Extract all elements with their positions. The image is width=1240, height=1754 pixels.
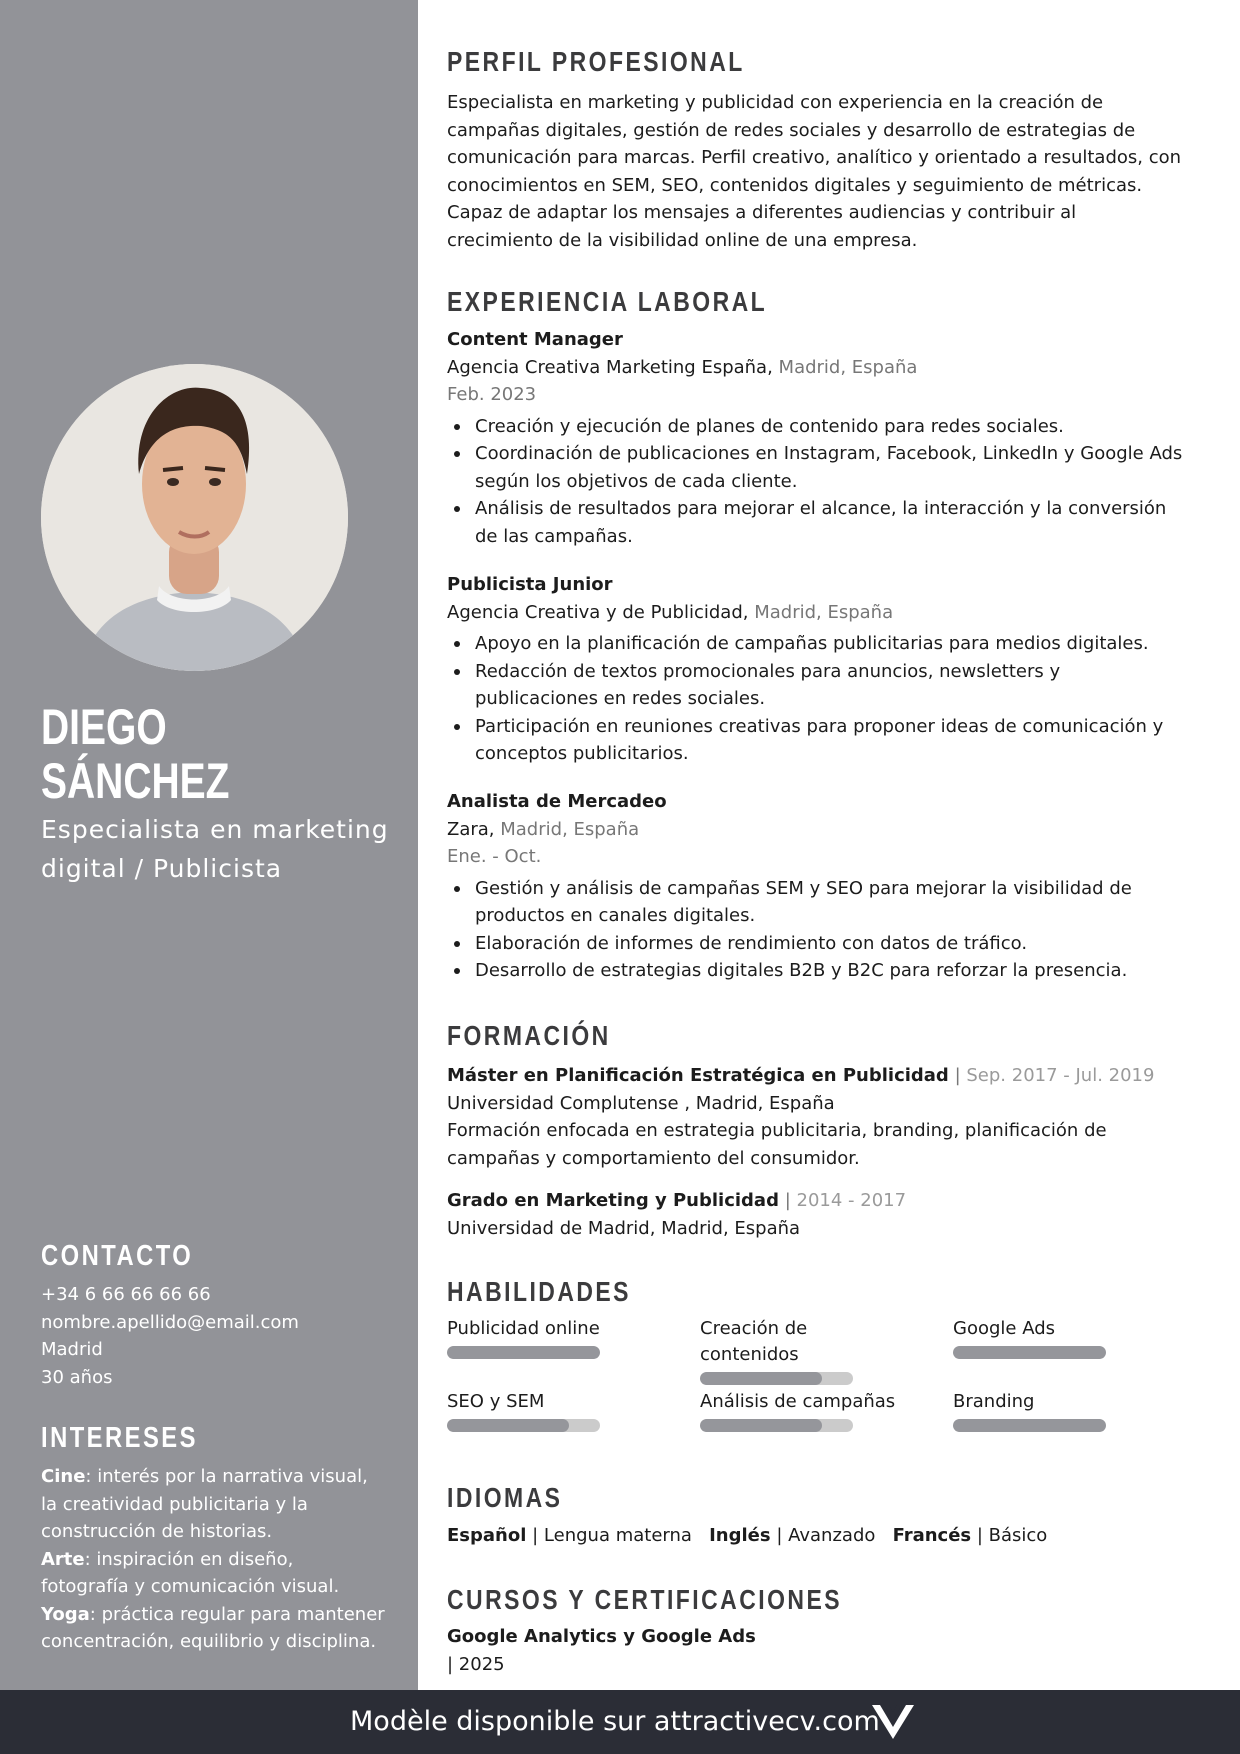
education-heading: FORMACIÓN <box>447 1020 611 1051</box>
candidate-name <box>41 700 322 808</box>
course-name: Google Analytics y Google Ads <box>447 1626 756 1647</box>
job-entry <box>447 326 1187 550</box>
course-year: | 2025 <box>447 1653 505 1675</box>
interest-item <box>41 1601 386 1656</box>
skill-label: Branding <box>953 1391 1035 1412</box>
v-logo-icon <box>870 1702 916 1746</box>
skill-bar-fill <box>953 1419 1106 1432</box>
skill-item <box>953 1389 1153 1432</box>
job-company: Agencia Creativa Marketing España, <box>447 356 773 378</box>
job-bullet: Elaboración de informes de rendimiento con datos de tráfico. <box>447 930 1187 958</box>
job-location: Madrid, España <box>754 601 894 623</box>
job-title: Content Manager <box>447 329 623 350</box>
job-bullet: Desarrollo de estrategias digitales B2B y B2C para reforzar la presencia. <box>447 957 1187 985</box>
skill-item <box>447 1389 647 1432</box>
skill-item <box>700 1316 900 1385</box>
languages-heading: IDIOMAS <box>447 1482 563 1513</box>
profile-photo <box>41 364 348 671</box>
skill-bar-fill <box>700 1372 822 1385</box>
contact-city: Madrid <box>41 1339 103 1360</box>
job-bullet: Creación y ejecución de planes de contenido para redes sociales. <box>447 413 1187 441</box>
skills-heading: HABILIDADES <box>447 1276 631 1307</box>
profile-text: Especialista en marketing y publicidad con experiencia en la creación de campañas digitales, gestión de redes sociales y desarrollo de estrategias de comunicación para marcas. Perfil creativo, analítico y orientado a resultados, con conocimientos en SEM, SEO, contenidos digitales y seguimiento de métricas. Capaz de adaptar los mensajes a diferentes audiencias y contribuir al crecimiento de la visibilidad online de una empresa. <box>447 92 1182 251</box>
job-bullet: Análisis de resultados para mejorar el alcance, la interacción y la conversión de las campañas. <box>447 495 1187 550</box>
skill-label: SEO y SEM <box>447 1391 545 1412</box>
footer-text[interactable]: Modèle disponible sur attractivecv.com <box>350 1706 880 1737</box>
skill-bar <box>953 1419 1106 1432</box>
skill-bar <box>953 1346 1106 1359</box>
skill-bar <box>700 1372 853 1385</box>
language-name: Español <box>447 1525 527 1546</box>
job-company: Agencia Creativa y de Publicidad, <box>447 601 749 623</box>
skill-bar-fill <box>953 1346 1106 1359</box>
job-company: Zara, <box>447 818 495 840</box>
education-entry: Grado en Marketing y Publicidad | 2014 - 2017 Universidad de Madrid, Madrid, España <box>447 1187 1187 1242</box>
contact-age: 30 años <box>41 1366 113 1388</box>
first-name: DIEGO <box>41 699 167 755</box>
skill-bar-fill <box>447 1419 569 1432</box>
sidebar <box>0 0 418 1690</box>
job-title: Publicista Junior <box>447 574 613 595</box>
education-school: Universidad Complutense , Madrid, España <box>447 1092 835 1114</box>
interest-item <box>41 1463 386 1546</box>
skill-label: Google Ads <box>953 1318 1055 1339</box>
job-bullets <box>447 630 1187 768</box>
course-entry <box>447 1623 1187 1678</box>
job-bullet: Redacción de textos promocionales para anuncios, newsletters y publicaciones en redes sociales. <box>447 658 1187 713</box>
job-bullets <box>447 875 1187 985</box>
language-level: Avanzado <box>788 1525 876 1546</box>
skill-bar-fill <box>447 1346 600 1359</box>
language-name: Francés <box>892 1525 972 1546</box>
skill-bar <box>447 1419 600 1432</box>
job-location: Madrid, España <box>778 356 918 378</box>
interest-name: Yoga <box>41 1603 90 1625</box>
contact-heading: CONTACTO <box>41 1240 194 1272</box>
skill-item <box>953 1316 1153 1359</box>
education-dates: 2014 - 2017 <box>796 1190 907 1211</box>
job-bullet: Apoyo en la planificación de campañas publicitarias para medios digitales. <box>447 630 1187 658</box>
job-date: Feb. 2023 <box>447 384 537 405</box>
skill-label: Publicidad online <box>447 1318 600 1339</box>
education-description: Formación enfocada en estrategia publicitaria, branding, planificación de campañas y comportamiento del consumidor. <box>447 1120 1107 1169</box>
job-bullets <box>447 413 1187 551</box>
job-date: Ene. - Oct. <box>447 846 542 867</box>
education-entry: Máster en Planificación Estratégica en Publicidad | Sep. 2017 - Jul. 2019 Universidad Complutense , Madrid, España Formación enfocada en estrategia publicitaria, branding, planificación de campañas y comportamiento del consumidor. <box>447 1062 1187 1172</box>
education-degree: Grado en Marketing y Publicidad <box>447 1190 779 1211</box>
languages-list: Español | Lengua materna Inglés | Avanzado Francés | Básico <box>447 1525 1048 1546</box>
interest-text: : interés por la narrativa visual, la creatividad publicitaria y la construcción de historias. <box>41 1466 368 1542</box>
interest-text: : práctica regular para mantener concentración, equilibrio y disciplina. <box>41 1603 385 1652</box>
language-name: Inglés <box>709 1525 771 1546</box>
skill-bar <box>447 1346 600 1359</box>
interest-text: : inspiración en diseño, fotografía y comunicación visual. <box>41 1548 340 1597</box>
job-title: Analista de Mercadeo <box>447 791 667 812</box>
job-entry <box>447 571 1187 768</box>
skill-label: Análisis de campañas <box>700 1391 896 1412</box>
interest-item <box>41 1546 386 1601</box>
job-bullet: Participación en reuniones creativas para proponer ideas de comunicación y conceptos publicitarios. <box>447 713 1187 768</box>
education-dates: Sep. 2017 - Jul. 2019 <box>966 1065 1155 1086</box>
job-location: Madrid, España <box>500 818 640 840</box>
skill-item <box>700 1389 900 1432</box>
portrait-illustration <box>41 364 348 671</box>
interests-heading: INTERESES <box>41 1422 198 1454</box>
skill-label: Creación de contenidos <box>700 1318 808 1365</box>
skill-bar-fill <box>700 1419 822 1432</box>
interest-name: Cine <box>41 1466 86 1487</box>
experience-heading: EXPERIENCIA LABORAL <box>447 286 768 317</box>
footer-banner[interactable] <box>0 1690 1240 1754</box>
interest-name: Arte <box>41 1548 85 1570</box>
job-role: Especialista en marketing digital / Publicista <box>41 815 389 883</box>
education-degree: Máster en Planificación Estratégica en Publicidad <box>447 1065 949 1086</box>
language-level: Lengua materna <box>543 1525 692 1546</box>
skill-item <box>447 1316 647 1359</box>
contact-phone: +34 6 66 66 66 66 <box>41 1284 211 1305</box>
contact-section <box>41 1240 391 1391</box>
profile-heading: PERFIL PROFESIONAL <box>447 46 745 77</box>
job-bullet: Gestión y análisis de campañas SEM y SEO para mejorar la visibilidad de productos en canales digitales. <box>447 875 1187 930</box>
interests-section <box>41 1422 386 1656</box>
language-level: Básico <box>988 1525 1048 1546</box>
education-school: Universidad de Madrid, Madrid, España <box>447 1217 801 1239</box>
job-entry <box>447 788 1187 985</box>
last-name: SÁNCHEZ <box>41 753 230 809</box>
contact-email: nombre.apellido@email.com <box>41 1311 299 1333</box>
job-bullet: Coordinación de publicaciones en Instagram, Facebook, LinkedIn y Google Ads según los objetivos de cada cliente. <box>447 440 1187 495</box>
skill-bar <box>700 1419 853 1432</box>
courses-heading: CURSOS Y CERTIFICACIONES <box>447 1584 842 1615</box>
